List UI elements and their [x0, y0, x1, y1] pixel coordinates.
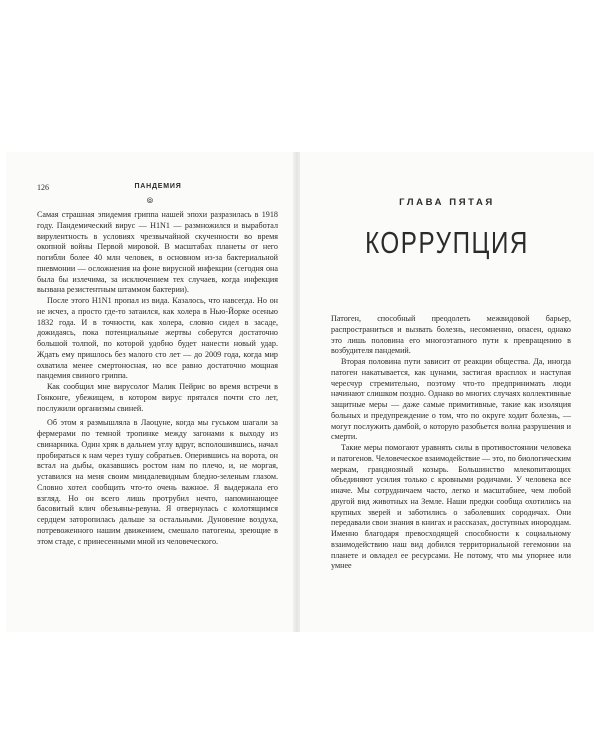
paragraph: Такие меры помогают уравнять силы в противостоянии человека и патогенов. Человеческое взаимодействие — это, по биологическим меркам, грандиозный козырь. Большинство млекопитающих объединяют усилия только с кровными родичами. У человека все иначе. Мы сотрудничаем часто, легко и масштабнее, чем любой другой вид животных на Земле. Наши предки сообща охотились на крупных зверей и заботились о заболевших сородичах. Они передавали свои знания в книгах и рассказах, доступных инородцам. Именно благодаря превосходящей способности к социальному взаимодействию наш вид добился территориальной гегемонии на планете и овладел ее ресурсами. Не потому, что мы упорнее или умнее: [331, 443, 571, 571]
ornament-icon: ⦾: [146, 196, 154, 205]
right-page: [300, 152, 594, 632]
paragraph: Как сообщил мне вирусолог Малик Пейрис во время встречи в Гонконге, убежищем, в котором вирус прятался почти сто лет, послужили организмы свиней.: [37, 382, 278, 413]
right-body-text: [331, 314, 571, 572]
paragraph: После этого H1N1 пропал из вида. Казалось, что навсегда. Но он не исчез, а просто где-то затаился, как холера в Нью-Йорке осенью 1832 года. И в точности, как холера, словно сидел в засаде, дожидаясь, пока потенциальные жертвы соберутся достаточно большой толпой, по которой удобно будет нанести новый удар. Ждать ему пришлось без малого сто лет — до 2009 года, когда мир охватила менее смертоносная, но все равно достаточно мощная пандемия свиного гриппа.: [37, 296, 278, 381]
paragraph: Вторая половина пути зависит от реакции общества. Да, иногда патоген накатывается, как цунами, застигая врасплох и наступая чересчур стремительно, поэтому что-то предпринимать люди начинают слишком поздно. Однако во многих случаях коллективные защитные меры — даже самые примитивные, такие как изоляция больных и предупреждение о том, что по округе ходит болезнь, — могут послужить дамбой, о которую разобьется волна разрушения и смерти.: [331, 357, 571, 442]
paragraph: Патоген, способный преодолеть межвидовой барьер, распространиться и вызвать болезнь, несомненно, опасен, однако это лишь половина его многоэтапного пути к превращению в возбудителя пандемий.: [331, 314, 571, 356]
paragraph: Об этом я размышляла в Лаоцуне, когда мы гуськом шагали за фермерами по темной тропинке между загонами к выходу из свинарника. Один хряк в дальнем углу вдруг, всполошившись, начал пробираться к нам через тушу собратьев. Оперившись на ворота, он встал на дыбы, оказавшись ростом нам по плечо, и, не моргая, уставился на меня своим миндалевидным бледно-зеленым глазом. Словно хотел сообщить что-то очень важное. Я выдержала его взгляд. Но он всего лишь протрубил нечто, напоминающее басовитый клич обезьяны-ревуна. Я отвернулась с колотящимся сердцем заторопилась дальше за остальными. Дуновение воздуха, потревоженного нашим движением, смешало патогены, зреющие в этом стаде, с принесенными мной из человеческого.: [37, 418, 278, 546]
left-page: [6, 152, 294, 632]
chapter-label: ГЛАВА ПЯТАЯ: [399, 197, 495, 208]
page-number: 126: [37, 183, 49, 192]
left-body-text: [37, 210, 278, 547]
running-title: ПАНДЕМИЯ: [134, 183, 182, 190]
paragraph: Самая страшная эпидемия гриппа нашей эпохи разразилась в 1918 году. Пандемический вирус — H1N1 — размножился и выработал вирулентность в условиях чрезвычайной скученности во время окопной войны Первой мировой. В масштабах планеты от него погибли более 40 млн человек, в основном из-за бактериальной пневмонии — осложнения на фоне вирусной инфекции (сегодня она была бы излечима, за исключением тех случаев, когда инфекция вызвана резистентным штаммом бактерии).: [37, 210, 278, 295]
chapter-title: КОРРУПЦИЯ: [365, 225, 529, 260]
